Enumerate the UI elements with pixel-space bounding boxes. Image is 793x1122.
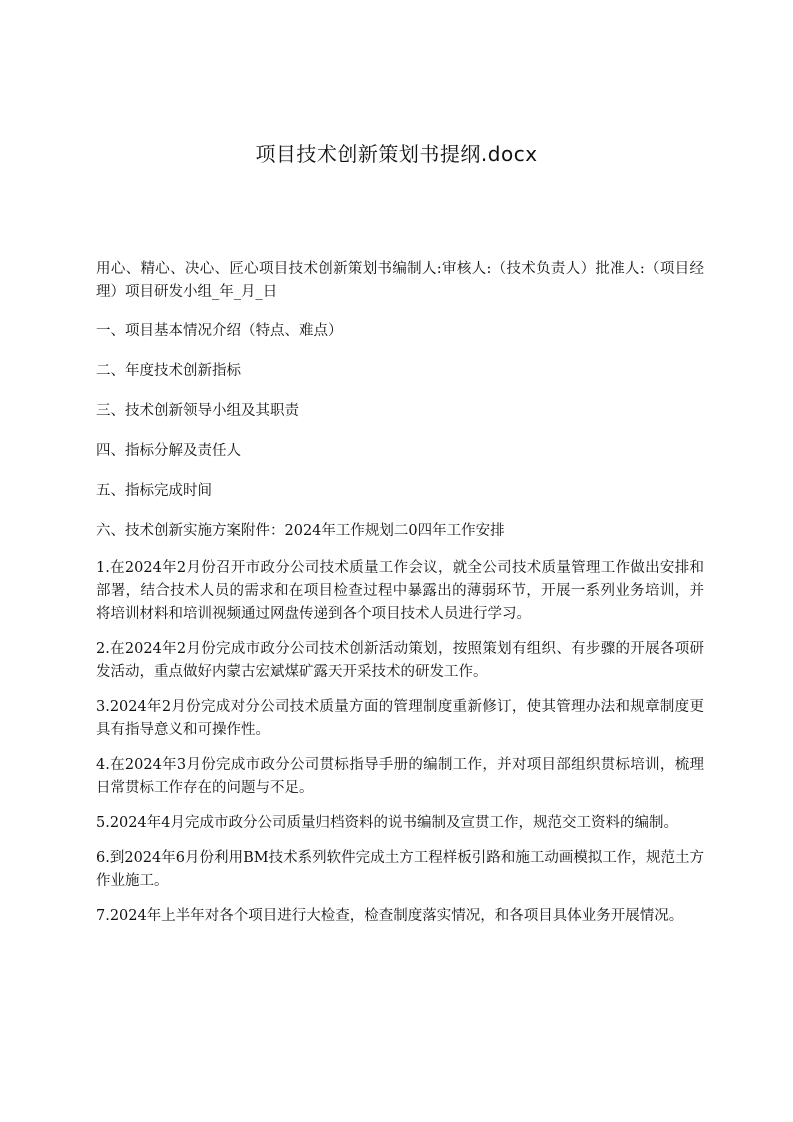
- plan-item-6: 6.到2024年6月份利用BM技术系列软件完成土方工程样板引路和施工动画模拟工作，规范土方作业施工。: [96, 850, 704, 889]
- plan-item-7: 7.2024年上半年对各个项目进行大检查，检查制度落实情况，和各项目具体业务开展情况。: [96, 908, 684, 924]
- section-heading-4: 四、指标分解及责任人: [96, 443, 241, 459]
- section-heading-1: 一、项目基本情况介绍（特点、难点）: [96, 323, 343, 339]
- plan-item-4: 4.在2024年3月份完成市政分公司贯标指导手册的编制工作，并对项目部组织贯标培训，梳理日常贯标工作存在的问题与不足。: [96, 757, 704, 796]
- document-body: [96, 258, 704, 940]
- section-heading-3: 三、技术创新领导小组及其职责: [96, 403, 299, 419]
- document-title: 项目技术创新策划书提纲.docx: [255, 142, 538, 166]
- section-heading-5: 五、指标完成时间: [96, 483, 212, 499]
- section-heading-2: 二、年度技术创新指标: [96, 363, 241, 379]
- intro-paragraph: 用心、精心、决心、匠心项目技术创新策划书编制人:审核人:（技术负责人）批准人:（项目经理）项目研发小组_年_月_日: [96, 261, 704, 300]
- section-heading-6: 六、技术创新实施方案附件：2024年工作规划二0四年工作安排: [96, 523, 505, 539]
- plan-item-5: 5.2024年4月完成市政分公司质量归档资料的说书编制及宣贯工作，规范交工资料的编制。: [96, 815, 678, 831]
- plan-item-3: 3.2024年2月份完成对分公司技术质量方面的管理制度重新修订，使其管理办法和规章制度更具有指导意义和可操作性。: [96, 699, 704, 738]
- plan-item-1: 1.在2024年2月份召开市政分公司技术质量工作会议，就全公司技术质量管理工作做出安排和部署，结合技术人员的需求和在项目检查过程中暴露出的薄弱环节，开展一系列业务培训，并将培训材料和培训视频通过网盘传递到各个项目技术人员进行学习。: [96, 560, 704, 622]
- plan-item-2: 2.在2024年2月份完成市政分公司技术创新活动策划，按照策划有组织、有步骤的开展各项研发活动，重点做好内蒙古宏斌煤矿露天开采技术的研发工作。: [96, 641, 704, 680]
